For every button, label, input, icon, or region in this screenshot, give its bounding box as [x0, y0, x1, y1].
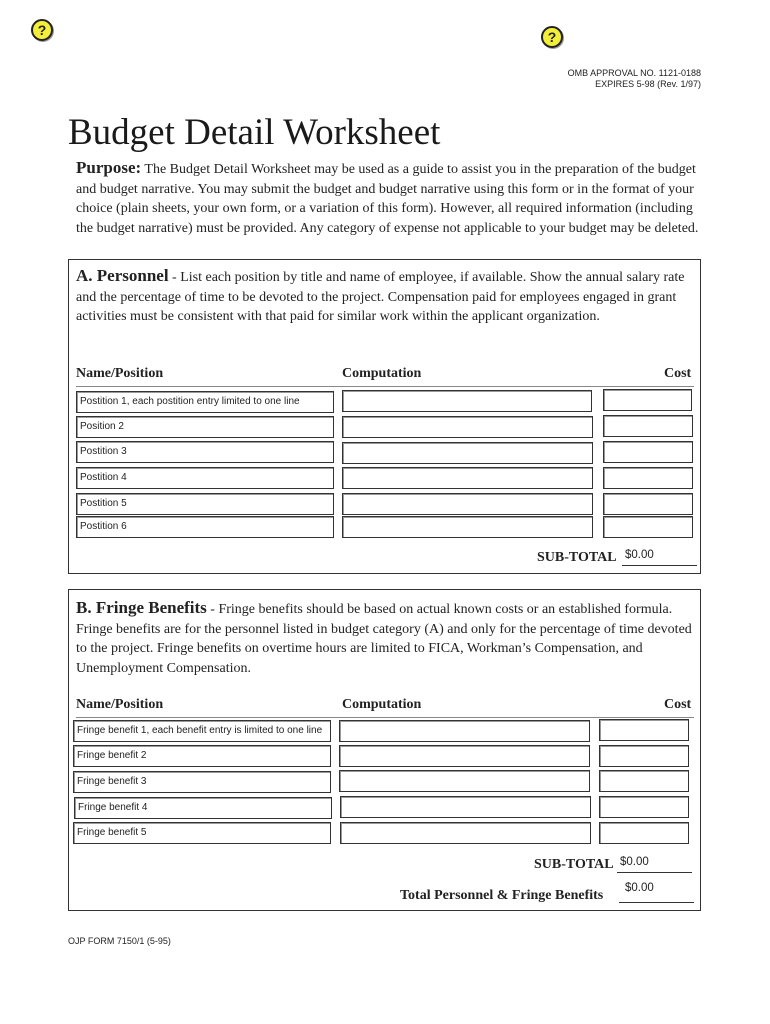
- personnel-computation-field[interactable]: [342, 516, 593, 538]
- total-personnel-fringe-field[interactable]: $0.00: [619, 881, 694, 903]
- personnel-name-field[interactable]: Postition 6: [76, 516, 334, 538]
- fringe-subtotal-field[interactable]: $0.00: [617, 855, 692, 873]
- question-mark-icon[interactable]: ?: [31, 19, 53, 41]
- omb-approval: [470, 68, 701, 90]
- fringe-benefits-label: B. Fringe Benefits: [76, 598, 207, 617]
- personnel-name-field[interactable]: Position 2: [76, 416, 334, 438]
- personnel-computation-field[interactable]: [342, 390, 592, 412]
- personnel-name-field[interactable]: Postition 4: [76, 467, 334, 489]
- fringe-col-name: Name/Position: [76, 697, 164, 712]
- personnel-description: [76, 266, 694, 327]
- fringe-name-field[interactable]: Fringe benefit 1, each benefit entry is limited to one line: [73, 720, 331, 742]
- fringe-name-field[interactable]: Fringe benefit 5: [73, 822, 331, 844]
- fringe-benefits-description: [76, 598, 694, 678]
- personnel-label: A. Personnel: [76, 266, 169, 285]
- personnel-name-field[interactable]: Postition 3: [76, 441, 334, 463]
- omb-approval-number: OMB APPROVAL NO. 1121-0188: [567, 68, 701, 78]
- personnel-computation-field[interactable]: [342, 467, 593, 489]
- fringe-col-cost: Cost: [664, 697, 692, 712]
- total-personnel-fringe-label: Total Personnel & Fringe Benefits: [400, 888, 604, 903]
- fringe-computation-field[interactable]: [339, 770, 590, 792]
- personnel-cost-field[interactable]: [603, 467, 693, 489]
- fringe-name-field[interactable]: Fringe benefit 4: [74, 797, 332, 819]
- fringe-cost-field[interactable]: [599, 719, 689, 741]
- personnel-col-computation: Computation: [342, 366, 422, 381]
- fringe-computation-field[interactable]: [339, 720, 590, 742]
- fringe-computation-field[interactable]: [340, 796, 591, 818]
- personnel-computation-field[interactable]: [342, 442, 593, 464]
- personnel-name-field[interactable]: Postition 1, each postition entry limited to one line: [76, 391, 334, 413]
- personnel-col-name: Name/Position: [76, 366, 164, 381]
- personnel-computation-field[interactable]: [342, 493, 593, 515]
- fringe-name-field[interactable]: Fringe benefit 3: [73, 771, 331, 793]
- question-mark-icon[interactable]: ?: [541, 26, 563, 48]
- fringe-name-field[interactable]: Fringe benefit 2: [73, 745, 331, 767]
- personnel-col-cost: Cost: [664, 366, 692, 381]
- fringe-benefits-text: - Fringe benefits should be based on actual known costs or an established formula. Fringe benefits are for the personnel listed in budget category (A) and only for the percentage of time devoted to the project. Fringe benefits on overtime hours are limited to FICA, Workman’s Compensation, and Unemployment Compensation.: [76, 602, 692, 676]
- purpose-label: Purpose:: [76, 158, 142, 177]
- fringe-cost-field[interactable]: [599, 796, 689, 818]
- personnel-cost-field[interactable]: [603, 415, 693, 437]
- fringe-col-computation: Computation: [342, 697, 422, 712]
- personnel-header-rule: [76, 386, 694, 387]
- personnel-subtotal-label: SUB-TOTAL: [537, 550, 617, 565]
- purpose-paragraph: [76, 158, 701, 238]
- fringe-computation-field[interactable]: [339, 745, 590, 767]
- personnel-name-field[interactable]: Postition 5: [76, 493, 334, 515]
- personnel-cost-field[interactable]: [603, 441, 693, 463]
- page-title: Budget Detail Worksheet: [68, 112, 441, 153]
- form-number: OJP FORM 7150/1 (5-95): [68, 936, 171, 946]
- personnel-cost-field[interactable]: [603, 389, 692, 411]
- fringe-cost-field[interactable]: [599, 822, 689, 844]
- omb-expiration: EXPIRES 5-98 (Rev. 1/97): [595, 79, 701, 89]
- fringe-cost-field[interactable]: [599, 745, 689, 767]
- personnel-computation-field[interactable]: [342, 416, 593, 438]
- personnel-subtotal-field[interactable]: $0.00: [622, 548, 697, 566]
- fringe-header-rule: [76, 717, 694, 718]
- personnel-cost-field[interactable]: [603, 493, 693, 515]
- personnel-cost-field[interactable]: [603, 516, 693, 538]
- personnel-text: - List each position by title and name of employee, if available. Show the annual salary rate and the percentage of time to be devoted to the project. Compensation paid for employees engaged in grant activities must be consistent with that paid for similar work within the applicant organization.: [76, 270, 685, 324]
- fringe-computation-field[interactable]: [340, 822, 591, 844]
- fringe-cost-field[interactable]: [599, 770, 689, 792]
- fringe-subtotal-label: SUB-TOTAL: [534, 857, 614, 872]
- purpose-text: The Budget Detail Worksheet may be used as a guide to assist you in the preparation of the budget and budget narrative. You may submit the budget and budget narrative using this form or in the format of your choice (plain sheets, your own form, or a variation of this form). However, all required information (including the budget narrative) must be provided. Any category of expense not applicable to your budget may be deleted.: [76, 162, 699, 236]
